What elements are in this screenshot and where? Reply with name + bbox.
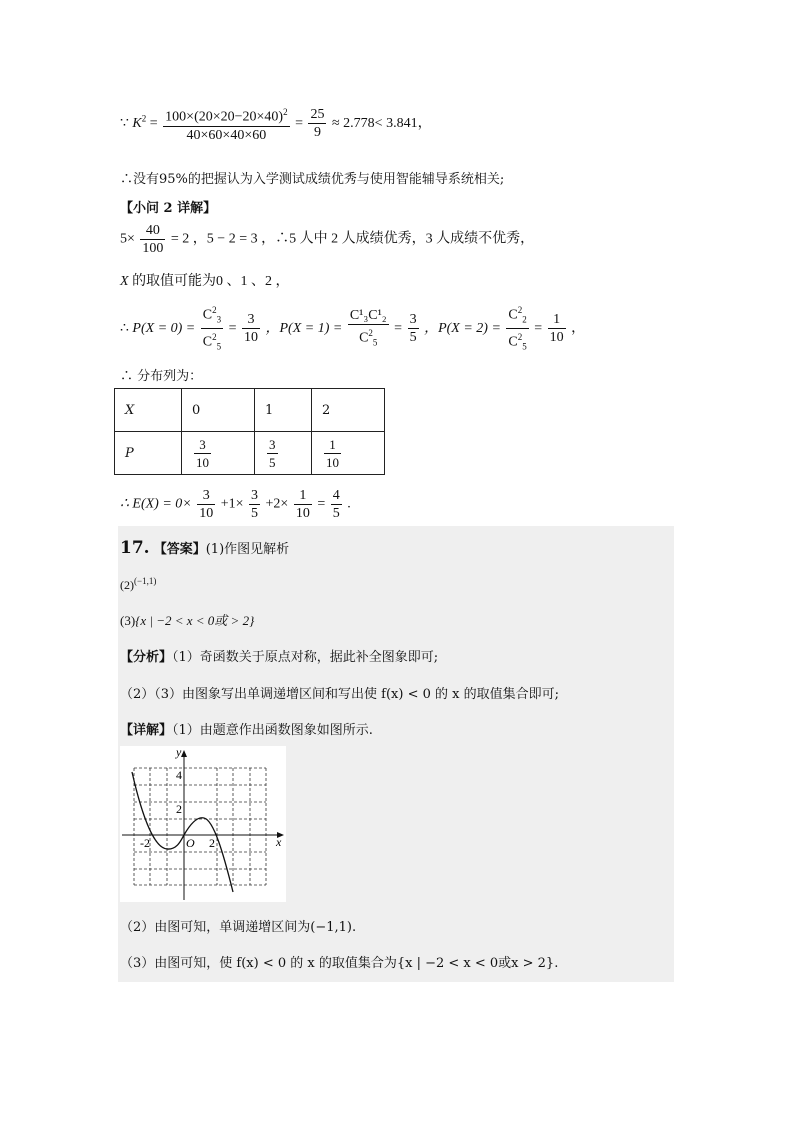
p0-value [242, 311, 260, 346]
chi-numerator: 100×(20×20−20×40) [165, 109, 284, 125]
detail-tag: 【详解】 [120, 723, 173, 738]
q17-answer-2 [120, 576, 156, 593]
frac-den: 10 [199, 506, 214, 521]
frac-num: 40 [140, 222, 165, 240]
p0-lhs: P(X = 0) = [132, 321, 196, 337]
p1-combination [348, 307, 389, 351]
frac-num: 1 [294, 487, 312, 505]
c-symbol: C [508, 335, 518, 351]
expect-frac [249, 487, 260, 522]
c-sub: 5 [216, 341, 222, 352]
values-text: 的取值可能为0 、1 、2 ， [128, 274, 290, 289]
frac-num: 3 [197, 487, 215, 505]
detail-text: （1）由题意作出函数图象如图所示. [172, 723, 373, 738]
distribution-label: ∴ 分布列为： [120, 369, 203, 384]
chi-fraction [163, 104, 289, 144]
p2-lhs: ，P(X = 2) = [424, 321, 501, 337]
expectation-line [120, 487, 351, 522]
table-cell: 2 [312, 389, 385, 432]
frac-den: 10 [196, 454, 209, 470]
frac-num: 1 [324, 436, 341, 454]
equals: = [317, 496, 326, 512]
c-symbol: C [359, 330, 369, 346]
comma: ， [571, 321, 586, 337]
function-graph [120, 746, 286, 902]
answer-label: (3) [120, 613, 136, 628]
tick-label: 4 [176, 768, 182, 782]
c-symbol: C [202, 335, 213, 351]
p1-lhs: ，P(X = 1) = [265, 321, 343, 337]
c-sup: 2 [212, 305, 217, 315]
equals: = [295, 116, 303, 132]
analysis-tag: 【分析】 [120, 650, 173, 665]
frac-den: 5 [251, 506, 259, 521]
frac-num: 3 [251, 488, 259, 503]
detail-line-2: （2）由图可知，单调递增区间为(−1,1). [120, 920, 357, 935]
frac-num: 3 [194, 436, 211, 454]
origin-label: O [186, 836, 195, 850]
answer-3-value: {x | −2 < x < 0或 > 2} [135, 613, 255, 628]
frac-den: 5 [409, 330, 417, 346]
y-axis-label: y [176, 746, 182, 759]
answer-1: (1)作图见解析 [205, 542, 290, 557]
equals: = [394, 321, 403, 337]
grid-lines [134, 768, 266, 885]
q17-answer-line [120, 538, 289, 558]
c-sub: 5 [522, 341, 527, 352]
tick-label: 2 [209, 836, 215, 850]
table-cell [182, 432, 255, 475]
expect-frac [197, 487, 215, 522]
function-curve [132, 772, 233, 892]
x-variable: X [120, 274, 129, 289]
equals: = [534, 321, 543, 337]
answer-label: (2) [120, 578, 134, 592]
graph-svg [120, 746, 286, 902]
distribution-table [114, 388, 385, 475]
conclusion-line: ∴没有95%的把握认为入学测试成绩优秀与使用智能辅导系统相关; [120, 172, 505, 187]
frac-num: 1 [548, 311, 566, 329]
table-row [115, 389, 385, 432]
probabilities-line [120, 302, 585, 356]
table-cell [312, 432, 385, 475]
table-cell: P [115, 432, 182, 475]
frac-den: 10 [549, 330, 564, 346]
frac-den: 100 [142, 241, 164, 256]
period: . [347, 496, 351, 512]
equals: = [149, 116, 158, 132]
p1-value [408, 311, 419, 346]
frac-den: 10 [326, 454, 339, 470]
expect-term: +1× [220, 496, 244, 512]
x-axis-label: x [276, 835, 282, 849]
q17-answer-3 [120, 610, 254, 629]
c-sup: 2 [517, 332, 523, 343]
frac-num: 4 [332, 488, 340, 503]
c-symbol: C [508, 307, 518, 323]
c-sub: 5 [372, 337, 378, 348]
calc-text: = 2 ，5 − 2 = 3 ，∴5 人中 2 人成绩优秀，3 人成绩不优秀， [170, 231, 535, 247]
y-axis-arrow [181, 750, 187, 757]
table-cell: 1 [255, 389, 312, 432]
frac-num: 25 [310, 107, 325, 123]
therefore-symbol: ∴ [120, 321, 129, 337]
c-sup: 2 [212, 332, 217, 343]
chi-square-line [120, 104, 432, 144]
p2-value [548, 311, 566, 346]
c-sub: 3 [216, 314, 222, 325]
frac-num: 3 [269, 436, 276, 452]
chi-denominator: 40×60×40×60 [186, 127, 267, 143]
question-number: 17. [120, 538, 150, 558]
frac-num: 3 [409, 312, 417, 328]
frac-den: 10 [244, 330, 258, 346]
values-line [120, 270, 290, 290]
calc-line [120, 222, 534, 257]
frac-den: 9 [313, 125, 321, 141]
frac-num: 3 [242, 311, 260, 329]
frac-den: 10 [295, 506, 310, 521]
expect-frac [331, 487, 342, 522]
frac-den: 5 [332, 506, 340, 521]
chi-comparison: ≈ 2.778< 3.841， [331, 116, 432, 132]
expect-term: +2× [265, 496, 289, 512]
k-symbol: K [132, 116, 142, 132]
p0-combination [201, 302, 223, 356]
equals: = [228, 321, 237, 337]
p2-combination [506, 302, 528, 356]
c-sup: 2 [368, 327, 373, 338]
tick-label: 2 [176, 802, 182, 816]
chi-num-exponent: 2 [283, 107, 288, 117]
k-exponent: 2 [141, 113, 147, 124]
frac-den: 5 [269, 454, 276, 470]
chi-result-fraction [308, 106, 326, 141]
c-sup: 2 [517, 305, 523, 315]
table-cell [255, 432, 312, 475]
answer-2-value: (−1,1) [134, 576, 157, 586]
c-sub: 2 [522, 314, 527, 325]
c-product: C¹₃C¹₂ [349, 307, 387, 323]
answer-tag: 【答案】 [153, 542, 206, 557]
table-row [115, 432, 385, 475]
subquestion-2-title: 【小问 2 详解】 [120, 201, 217, 216]
analysis-line-1 [120, 646, 438, 665]
c-symbol: C [202, 307, 213, 323]
expect-frac [294, 487, 312, 522]
calc-prefix: 5× [120, 231, 135, 247]
analysis-text: （1）奇函数关于原点对称，据此补全图象即可; [172, 650, 439, 665]
table-cell: 0 [182, 389, 255, 432]
tick-label: -2 [140, 836, 150, 850]
expectation-lhs: ∴ E(X) = 0× [120, 496, 192, 512]
analysis-line-2: （2）（3）由图象写出单调递增区间和写出使 f(x) < 0 的 x 的取值集合即可; [120, 687, 559, 702]
because-symbol: ∵ [120, 116, 129, 132]
detail-line-1 [120, 719, 373, 738]
table-cell: X [115, 389, 182, 432]
detail-line-3: （3）由图可知，使 f(x) < 0 的 x 的取值集合为{x | −2 < x < 0或x > 2}. [120, 956, 559, 971]
calc-fraction [140, 222, 165, 257]
